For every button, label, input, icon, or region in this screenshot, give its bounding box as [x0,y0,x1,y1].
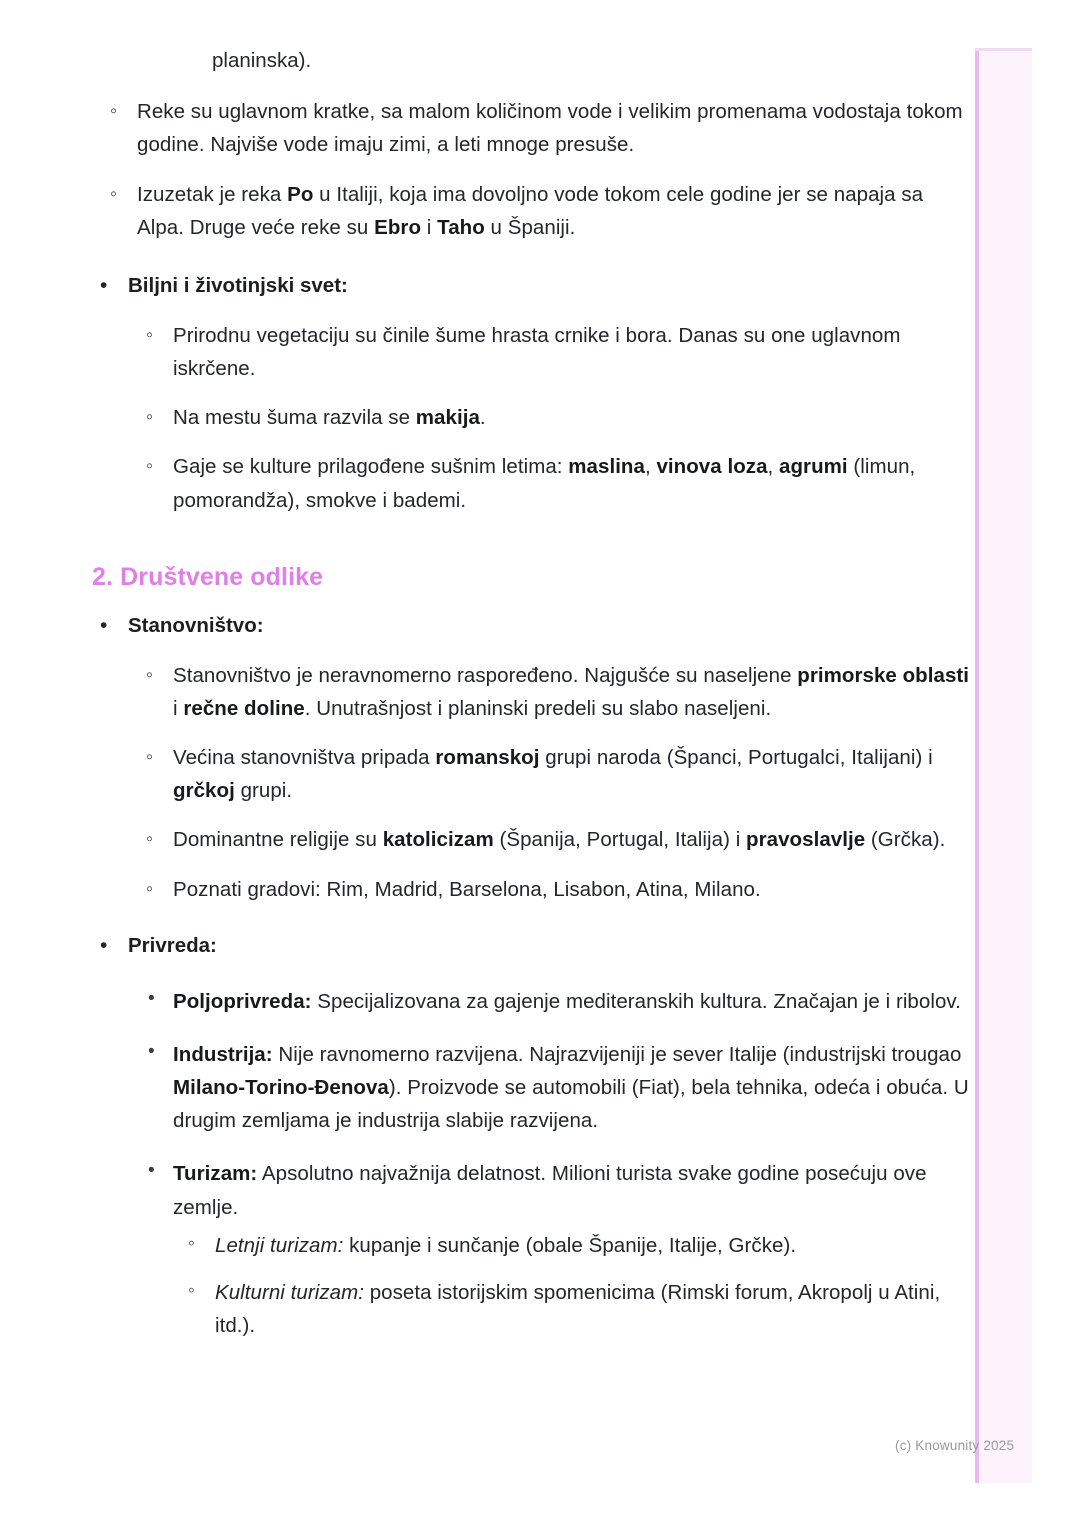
flora-fauna-group [92,270,972,517]
bold-term-vinova-loza: vinova loza [656,455,768,479]
agriculture-text [173,990,961,1013]
tourism-label: Turizam: [173,1162,258,1186]
list-item [146,659,972,725]
cultural-tourism-text [215,1281,940,1337]
list-item [146,450,972,516]
list-item [100,930,972,1343]
industry-body-part1: Nije ravnomerno razvijena. Najrazvijeniji je sever Italije (industrijski trougao [272,1042,962,1066]
list-item [146,319,972,385]
economy-heading: • Privreda: [128,933,217,957]
list-item [146,401,972,434]
bold-term-agrumi: agrumi [779,455,848,479]
list-item [146,873,972,906]
bold-term-maslina: maslina [568,455,645,479]
list-item [146,823,972,856]
summer-tourism-label: Letnji turizam: [215,1233,344,1257]
bold-term-pravoslavlje: pravoslavlje [746,828,866,852]
industry-text [173,1043,969,1132]
tourism-text [173,1162,927,1218]
population-heading: • Stanovništvo: [128,613,264,637]
industry-label: Industrija: [173,1042,273,1066]
makija-text: Na mestu šuma razvila se makija. [173,406,486,430]
list-item [146,1038,972,1138]
industry-body-part2: ). Proizvode se automobili (Fiat), bela tehnika, odeća i obuća. U drugim zemljama je industrija slabije razvijena. [173,1076,969,1133]
tourism-body: Apsolutno najvažnija delatnost. Milioni turista svake godine posećuju ove zemlje. [173,1162,927,1219]
population-cities-text: Poznati gradovi: Rim, Madrid, Barselona, Lisabon, Atina, Milano. [173,877,761,901]
cultural-tourism-label: Kulturni turizam: [215,1281,364,1305]
hydrology-po-river-text: Izuzetak je reka Po u Italiji, koja ima dovoljno vode tokom cele godine jer se napaja sa Alpa. Druge veće reke su Ebro i Taho u Španiji. [137,182,924,239]
bold-term-grckoj: grčkoj [173,779,235,803]
bold-term-primorske-oblasti: primorske oblasti [797,663,970,687]
list-item [110,178,972,244]
document-body [92,44,972,1342]
economy-group [92,930,972,1343]
population-sublist [128,659,972,906]
list-item [188,1229,972,1262]
bold-term-romanskoj: romanskoj [435,746,540,770]
tourism-sublist [173,1229,972,1343]
copyright-watermark: (c) Knowunity 2025 [895,1438,1015,1453]
list-item [146,741,972,807]
summer-tourism-text [215,1234,796,1257]
bold-term-katolicizam: katolicizam [382,828,494,852]
orphan-continuation-line: planinska). [212,49,312,72]
list-item [188,1276,972,1342]
population-religion-text: Dominantne religije su katolicizam (Španija, Portugal, Italija) i pravoslavlje (Grčka). [173,828,946,852]
list-item [110,95,972,161]
hydrology-sublist [92,95,972,244]
flora-fauna-heading: • Biljni i životinjski svet: [128,274,348,298]
bold-term-milano-torino-djenova: Milano-Torino-Đenova [173,1076,389,1100]
bold-term-ebro: Ebro [374,215,422,239]
economy-sublist [128,985,972,1343]
bold-term-makija: makija [415,406,480,430]
population-group [92,610,972,906]
cultures-text: Gaje se kulture prilagođene sušnim letima: maslina, vinova loza, agrumi (limun, pomorandža), smokve i bademi. [173,455,916,512]
bold-term-recne-doline: rečne doline [183,696,305,720]
section-heading-drustvene-odlike: 2. Društvene odlike [92,562,324,591]
list-item [100,610,972,906]
list-item [100,270,972,517]
agriculture-body: Specijalizovana za gajenje mediteranskih kultura. Značajan je i ribolov. [311,989,961,1013]
vegetation-text: Prirodnu vegetaciju su činile šume hrasta crnike i bora. Danas su one uglavnom iskrčene. [173,323,901,381]
population-distribution-text: Stanovništvo je neravnomerno raspoređeno. Najgušće su naseljene primorske oblasti i rečne doline. Unutrašnjost i planinski predeli su slabo naseljeni. [173,663,970,720]
flora-fauna-sublist [128,319,972,517]
list-item [146,1157,972,1342]
bold-term-po: Po [287,182,314,206]
bold-term-taho: Taho [437,215,485,239]
agriculture-label: Poljoprivreda: [173,989,312,1013]
hydrology-rivers-text: Reke su uglavnom kratke, sa malom količinom vode i velikim promenama vodostaja tokom godine. Najviše vode imaju zimi, a leti mnoge presuše. [137,100,963,157]
population-ethnic-groups-text: Većina stanovništva pripada romanskoj grupi naroda (Španci, Portugalci, Italijani) i grčkoj grupi. [173,746,933,803]
list-item [146,985,972,1018]
summer-tourism-body: kupanje i sunčanje (obale Španije, Italije, Grčke). [343,1233,797,1257]
cultural-tourism-body: poseta istorijskim spomenicima (Rimski forum, Akropolj u Atini, itd.). [215,1281,941,1338]
